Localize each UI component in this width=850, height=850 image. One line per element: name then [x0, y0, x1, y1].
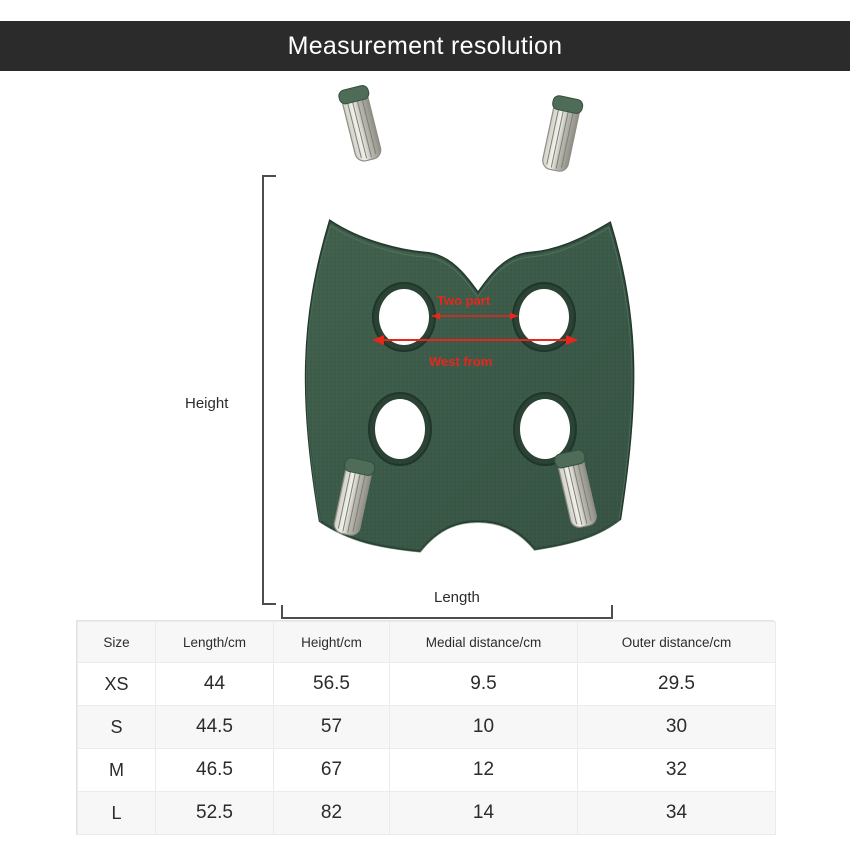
table-header-outer-distance: Outer distance/cm [578, 622, 776, 663]
size-table-container [76, 620, 774, 835]
cell-size: L [78, 792, 156, 835]
cell-outer-distance: 32 [578, 749, 776, 792]
table-header-size: Size [78, 622, 156, 663]
annotation-medial-distance: Two part [437, 293, 491, 308]
table-header-medial-distance: Medial distance/cm [390, 622, 578, 663]
table-header-row [78, 622, 776, 663]
cell-size: S [78, 706, 156, 749]
cell-outer-distance: 29.5 [578, 663, 776, 706]
cell-length: 44 [156, 663, 274, 706]
product-drawing [0, 71, 850, 611]
table-header-height: Height/cm [274, 622, 390, 663]
cell-length: 46.5 [156, 749, 274, 792]
cell-length: 44.5 [156, 706, 274, 749]
table-row [78, 706, 776, 749]
cell-length: 52.5 [156, 792, 274, 835]
cell-height: 82 [274, 792, 390, 835]
height-label: Height [185, 395, 229, 412]
page-title: Measurement resolution [287, 32, 563, 60]
size-table [77, 621, 776, 835]
cell-medial-distance: 9.5 [390, 663, 578, 706]
cell-height: 56.5 [274, 663, 390, 706]
annotation-outer-distance: West from [429, 354, 493, 369]
cell-height: 67 [274, 749, 390, 792]
cell-medial-distance: 14 [390, 792, 578, 835]
cell-height: 57 [274, 706, 390, 749]
cell-size: M [78, 749, 156, 792]
table-row [78, 663, 776, 706]
table-header-length: Length/cm [156, 622, 274, 663]
cell-outer-distance: 34 [578, 792, 776, 835]
table-row [78, 749, 776, 792]
cell-medial-distance: 12 [390, 749, 578, 792]
cell-medial-distance: 10 [390, 706, 578, 749]
cell-size: XS [78, 663, 156, 706]
length-label: Length [434, 589, 480, 606]
product-illustration [0, 71, 850, 611]
table-row [78, 792, 776, 835]
cell-outer-distance: 30 [578, 706, 776, 749]
